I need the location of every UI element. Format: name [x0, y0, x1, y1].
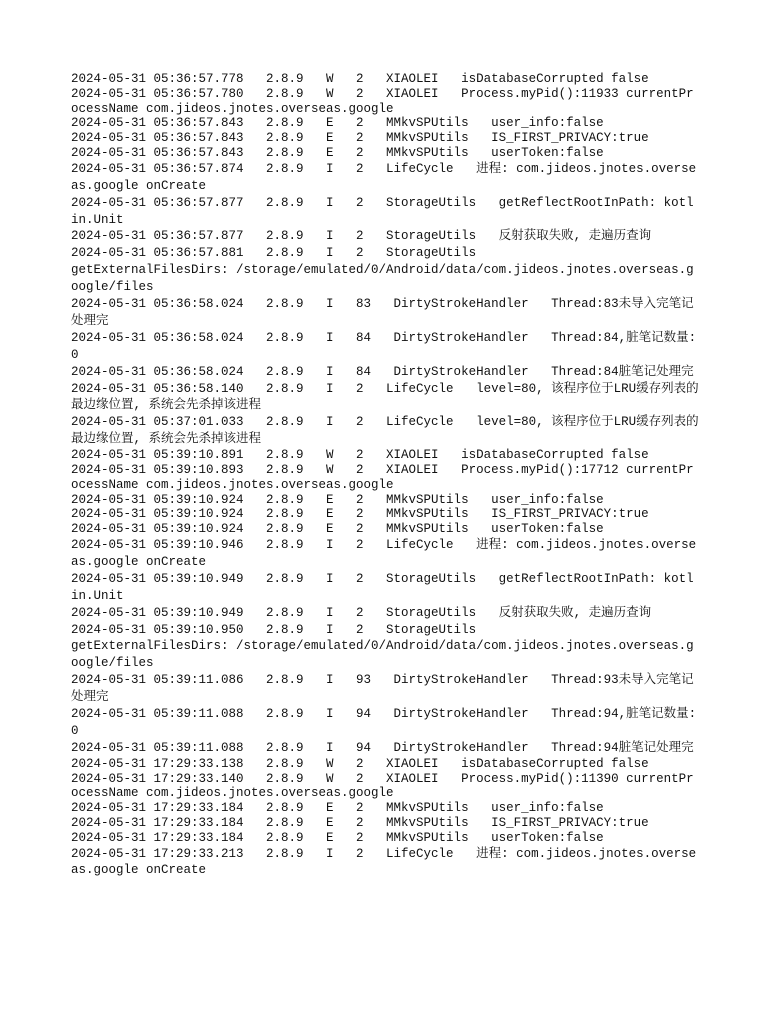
log-line: 2024-05-31 05:39:11.088 2.8.9 I 94 DirtyStrokeHandler Thread:94,脏笔记数量: 0 [71, 707, 704, 738]
log-line: getExternalFilesDirs: /storage/emulated/0/Android/data/com.jideos.jnotes.overseas.google/files [71, 639, 694, 671]
log-line: 2024-05-31 05:36:57.881 2.8.9 I 2 StorageUtils [71, 246, 477, 261]
log-line: 2024-05-31 05:39:11.088 2.8.9 I 94 DirtyStrokeHandler Thread:94脏笔记处理完 [71, 740, 694, 755]
log-line: 2024-05-31 05:37:01.033 2.8.9 I 2 LifeCycle level=80, 该程序位于LRU缓存列表的最边缘位置, 系统会先杀掉该进程 [71, 415, 699, 447]
log-line: 2024-05-31 05:36:57.877 2.8.9 I 2 StorageUtils getReflectRootInPath: kotlin.Unit [71, 195, 694, 227]
log-line: 2024-05-31 05:36:57.780 2.8.9 W 2 XIAOLEI Process.myPid():11933 currentProcessName com.jideos.jnotes.overseas.google [71, 86, 694, 116]
log-line: 2024-05-31 17:29:33.184 2.8.9 E 2 MMkvSPUtils IS_FIRST_PRIVACY:true [71, 815, 649, 830]
log-line: 2024-05-31 05:36:57.843 2.8.9 E 2 MMkvSPUtils userToken:false [71, 145, 604, 160]
log-line: 2024-05-31 05:39:10.949 2.8.9 I 2 StorageUtils getReflectRootInPath: kotlin.Unit [71, 571, 694, 603]
log-line: 2024-05-31 05:36:58.024 2.8.9 I 84 DirtyStrokeHandler Thread:84脏笔记处理完 [71, 364, 694, 379]
log-line: 2024-05-31 17:29:33.140 2.8.9 W 2 XIAOLEI Process.myPid():11390 currentProcessName com.jideos.jnotes.overseas.google [71, 771, 694, 801]
log-line: 2024-05-31 05:36:58.024 2.8.9 I 83 DirtyStrokeHandler Thread:83未导入完笔记处理完 [71, 297, 694, 328]
log-line: 2024-05-31 05:36:57.874 2.8.9 I 2 LifeCycle 进程: com.jideos.jnotes.overseas.google onCreate [71, 161, 697, 193]
log-line: 2024-05-31 05:36:57.778 2.8.9 W 2 XIAOLEI isDatabaseCorrupted false [71, 72, 649, 86]
log-line: 2024-05-31 05:39:10.893 2.8.9 W 2 XIAOLEI Process.myPid():17712 currentProcessName com.jideos.jnotes.overseas.google [71, 462, 694, 492]
log-line: 2024-05-31 05:39:11.086 2.8.9 I 93 DirtyStrokeHandler Thread:93未导入完笔记处理完 [71, 673, 694, 705]
log-line: 2024-05-31 17:29:33.184 2.8.9 E 2 MMkvSPUtils user_info:false [71, 801, 604, 816]
log-line: 2024-05-31 05:39:10.949 2.8.9 I 2 StorageUtils 反射获取失败, 走遍历查询 [71, 605, 652, 620]
log-line: 2024-05-31 05:36:58.024 2.8.9 I 84 DirtyStrokeHandler Thread:84,脏笔记数量: 0 [71, 330, 704, 362]
log-line: getExternalFilesDirs: /storage/emulated/0/Android/data/com.jideos.jnotes.overseas.google/files [71, 263, 694, 295]
log-line: 2024-05-31 05:39:10.924 2.8.9 E 2 MMkvSPUtils userToken:false [71, 522, 604, 537]
log-line: 2024-05-31 05:36:57.877 2.8.9 I 2 StorageUtils 反射获取失败, 走遍历查询 [71, 229, 652, 244]
log-line: 2024-05-31 05:39:10.924 2.8.9 E 2 MMkvSPUtils IS_FIRST_PRIVACY:true [71, 507, 649, 522]
log-line: 2024-05-31 05:39:10.946 2.8.9 I 2 LifeCycle 进程: com.jideos.jnotes.overseas.google onCreate [71, 537, 697, 569]
log-line: 2024-05-31 05:36:58.140 2.8.9 I 2 LifeCycle level=80, 该程序位于LRU缓存列表的最边缘位置, 系统会先杀掉该进程 [71, 381, 699, 413]
log-line: 2024-05-31 05:36:57.843 2.8.9 E 2 MMkvSPUtils user_info:false [71, 116, 604, 131]
log-line: 2024-05-31 05:39:10.891 2.8.9 W 2 XIAOLEI isDatabaseCorrupted false [71, 448, 649, 463]
log-line: 2024-05-31 05:36:57.843 2.8.9 E 2 MMkvSPUtils IS_FIRST_PRIVACY:true [71, 131, 649, 146]
log-line: 2024-05-31 17:29:33.184 2.8.9 E 2 MMkvSPUtils userToken:false [71, 830, 604, 845]
log-document [71, 72, 704, 879]
log-line: 2024-05-31 17:29:33.138 2.8.9 W 2 XIAOLEI isDatabaseCorrupted false [71, 756, 649, 771]
log-line: 2024-05-31 05:39:10.924 2.8.9 E 2 MMkvSPUtils user_info:false [71, 492, 604, 507]
log-line: 2024-05-31 17:29:33.213 2.8.9 I 2 LifeCycle 进程: com.jideos.jnotes.overseas.google onCreate [71, 846, 697, 878]
log-line: 2024-05-31 05:39:10.950 2.8.9 I 2 StorageUtils [71, 622, 477, 637]
